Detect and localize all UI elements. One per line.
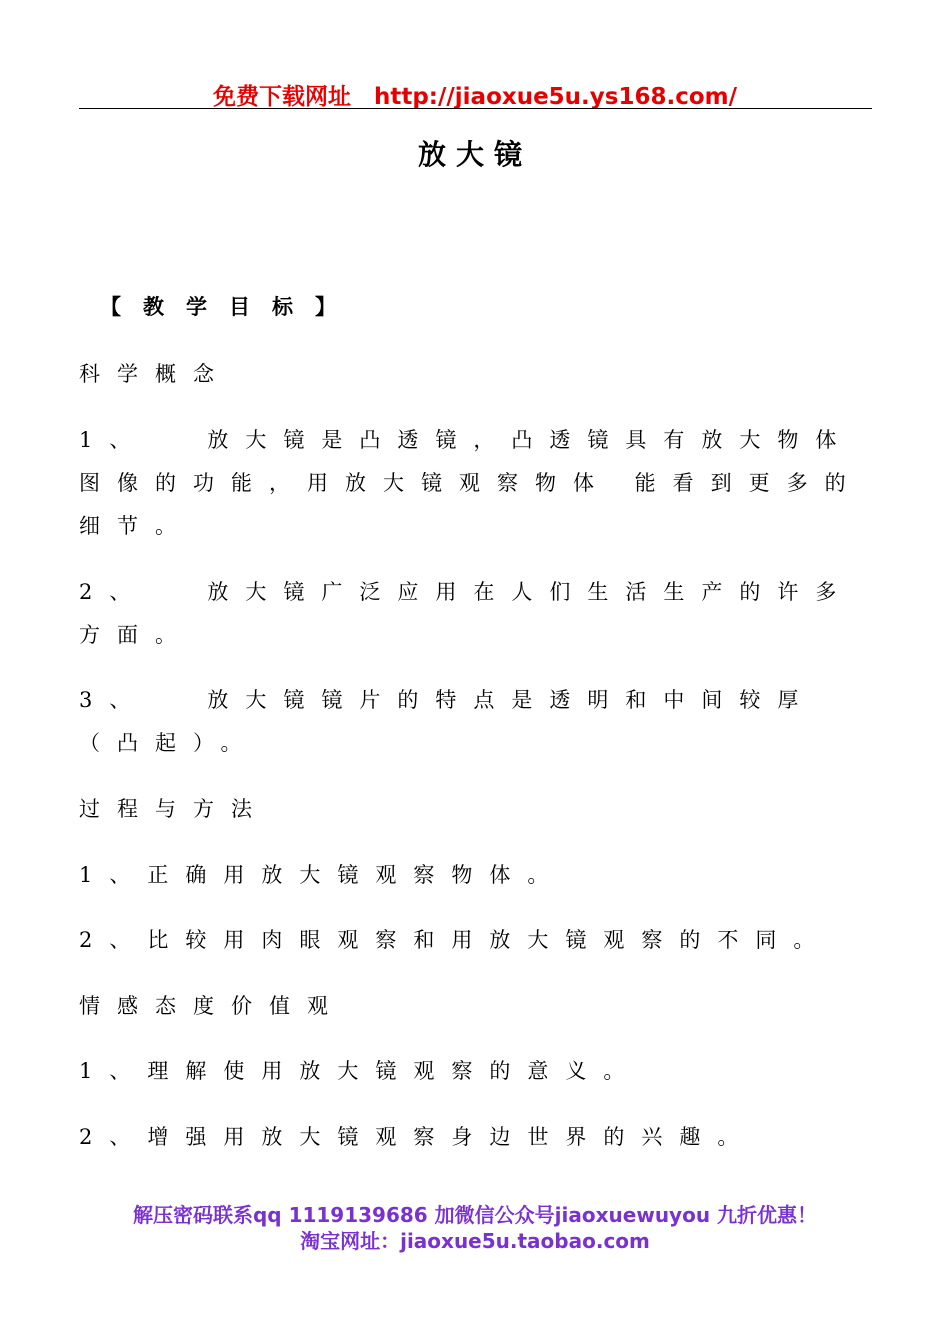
footer-taobao-line: 淘宝网址：jiaoxue5u.taobao.com — [300, 1229, 650, 1253]
concept-item-3-line-1 — [79, 690, 815, 711]
concept-item-3-text: 放大镜镜片的特点是透明和中间较厚 — [207, 688, 816, 712]
process-item-2: 2、比较用肉眼观察和用放大镜观察的不同。 — [79, 928, 832, 952]
heading-process-method: 过程与方法 — [79, 797, 269, 821]
process-item-1: 1、正确用放大镜观察物体。 — [79, 863, 566, 887]
section-heading-objectives: 【教学目标】 — [100, 294, 358, 319]
concept-item-3-number: 3、 — [79, 688, 148, 712]
heading-science-concept: 科学概念 — [79, 362, 231, 386]
concept-item-1-line-1 — [79, 430, 853, 451]
page-title: 放大镜 — [417, 138, 532, 171]
concept-item-2-text: 放大镜广泛应用在人们生活生产的许多 — [207, 580, 854, 604]
concept-item-1-text: 放大镜是凸透镜，凸透镜具有放大物体 — [207, 428, 854, 452]
concept-item-2-line-1 — [79, 582, 853, 603]
concept-item-1-number: 1、 — [79, 428, 148, 452]
concept-item-2-line-2: 方面。 — [79, 623, 193, 647]
concept-item-2-number: 2、 — [79, 580, 148, 604]
emotion-item-1: 1、理解使用放大镜观察的意义。 — [79, 1059, 642, 1083]
header-divider — [79, 108, 872, 109]
concept-item-1-line-2: 图像的功能，用放大镜观察物体 能看到更多的 — [79, 471, 863, 495]
emotion-item-2: 2、增强用放大镜观察身边世界的兴趣。 — [79, 1125, 756, 1149]
download-url-header: 免费下载网址 http://jiaoxue5u.ys168.com/ — [212, 84, 738, 110]
footer-contact-line: 解压密码联系qq 1119139686 加微信公众号jiaoxuewuyou 九折优惠！ — [132, 1203, 818, 1227]
heading-emotion-values: 情感态度价值观 — [79, 994, 345, 1018]
concept-item-1-line-3: 细节。 — [79, 514, 193, 538]
concept-item-3-line-2: （凸起）。 — [79, 731, 259, 755]
